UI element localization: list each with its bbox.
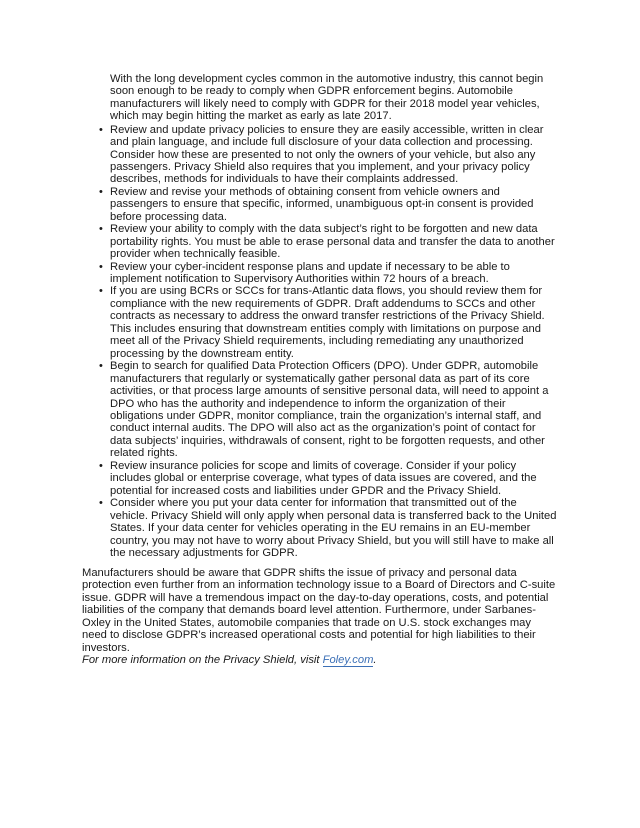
list-item (99, 260, 557, 286)
bullet-icon: • (99, 185, 103, 198)
list-item (99, 497, 557, 559)
list-item (99, 285, 557, 360)
closing-paragraph: Manufacturers should be aware that GDPR shifts the issue of privacy and personal data protection even further from an information technology issue to a Board of Directors and C-suite issue. GDPR will have a tremendous impact on the day-to-day operations, costs, and potential liabilities of the company that demands board level attention. Furthermore, under Sarbanes-Oxley in the United States, automobile companies that trade on U.S. stock exchanges may need to disclose GDPR’s increased operational costs and potential for high liabilities to their investors. (82, 567, 556, 654)
list-item-text: Consider where you put your data center for information that transmitted out of the vehicle. Privacy Shield will only apply when personal data is transferred back to the United States. If your data center for vehicles operating in the EU remains in an EU-member country, you may not have to worry about Privacy Shield, but you will still have to make all the necessary adjustments for GDPR. (110, 497, 557, 559)
list-item (99, 223, 557, 261)
bullet-icon: • (99, 223, 103, 236)
list-item-text: Review insurance policies for scope and limits of coverage. Consider if your policy includes global or enterprise coverage, what types of data issues are covered, and the potential for increased costs and liabilities under GPDR and the Privacy Shield. (110, 459, 537, 497)
bullet-icon: • (99, 285, 103, 298)
footer-suffix: . (373, 654, 377, 666)
footer-note (82, 654, 557, 666)
bullet-icon: • (99, 360, 103, 373)
bullet-icon: • (99, 123, 103, 136)
list-item-text: If you are using BCRs or SCCs for trans-Atlantic data flows, you should review them for compliance with the new requirements of GDPR. Draft addendums to SCCs and other contracts as necessary to address the onward transfer restrictions of the Privacy Shield. This includes ensuring that downstream entities comply with limitations on purpose and meet all of the Privacy Shield requirements, including remediating any unauthorized processing by the downstream entity. (110, 285, 545, 360)
list-item-text: Review and revise your methods of obtaining consent from vehicle owners and passengers to ensure that specific, informed, unambiguous opt-in consent is provided before processing data. (110, 185, 534, 223)
intro-continuation-paragraph: With the long development cycles common in the automotive industry, this cannot begin soon enough to be ready to comply when GDPR enforcement begins. Automobile manufacturers will likely need to comply with GDPR for their 2018 model year vehicles, which may begin hitting the market as early as late 2017. (110, 73, 544, 123)
list-item-text: Review and update privacy policies to ensure they are easily accessible, written in clear and plain language, and include full disclosure of your data collection and processing. Consider how these are presented to not only the owners of your vehicle, but also any passengers. Privacy Shield also requires that you implement, and your privacy policy describes, methods for individuals to have their complaints addressed. (110, 123, 544, 186)
list-item (99, 360, 557, 460)
list-item (99, 185, 557, 223)
recommendations-list (99, 123, 557, 560)
bullet-icon: • (99, 497, 103, 510)
list-item (99, 459, 557, 497)
list-item-text: Begin to search for qualified Data Protection Officers (DPO). Under GDPR, automobile manufacturers that regularly or systematically gather personal data as part of its core activities, or that process large amounts of sensitive personal data, will need to appoint a DPO who has the authority and independence to inform the organization of their obligations under GDPR, monitor compliance, train the organization’s internal staff, and conduct internal audits. The DPO will also act as the organization’s point of contact for data subjects’ inquiries, withdrawals of consent, right to be forgotten requests, and other related rights. (110, 360, 549, 460)
list-item-text: Review your ability to comply with the data subject’s right to be forgotten and new data portability rights. You must be able to erase personal data and transfer the data to another provider when technically feasible. (110, 223, 555, 261)
list-item (99, 123, 557, 186)
bullet-icon: • (99, 260, 103, 273)
list-item-text: Review your cyber-incident response plans and update if necessary to be able to implement notification to Supervisory Authorities within 72 hours of a breach. (110, 260, 510, 286)
footer-prefix: For more information on the Privacy Shield, visit (82, 654, 323, 666)
foley-link[interactable]: Foley.com (322, 654, 374, 666)
bullet-icon: • (99, 459, 103, 472)
